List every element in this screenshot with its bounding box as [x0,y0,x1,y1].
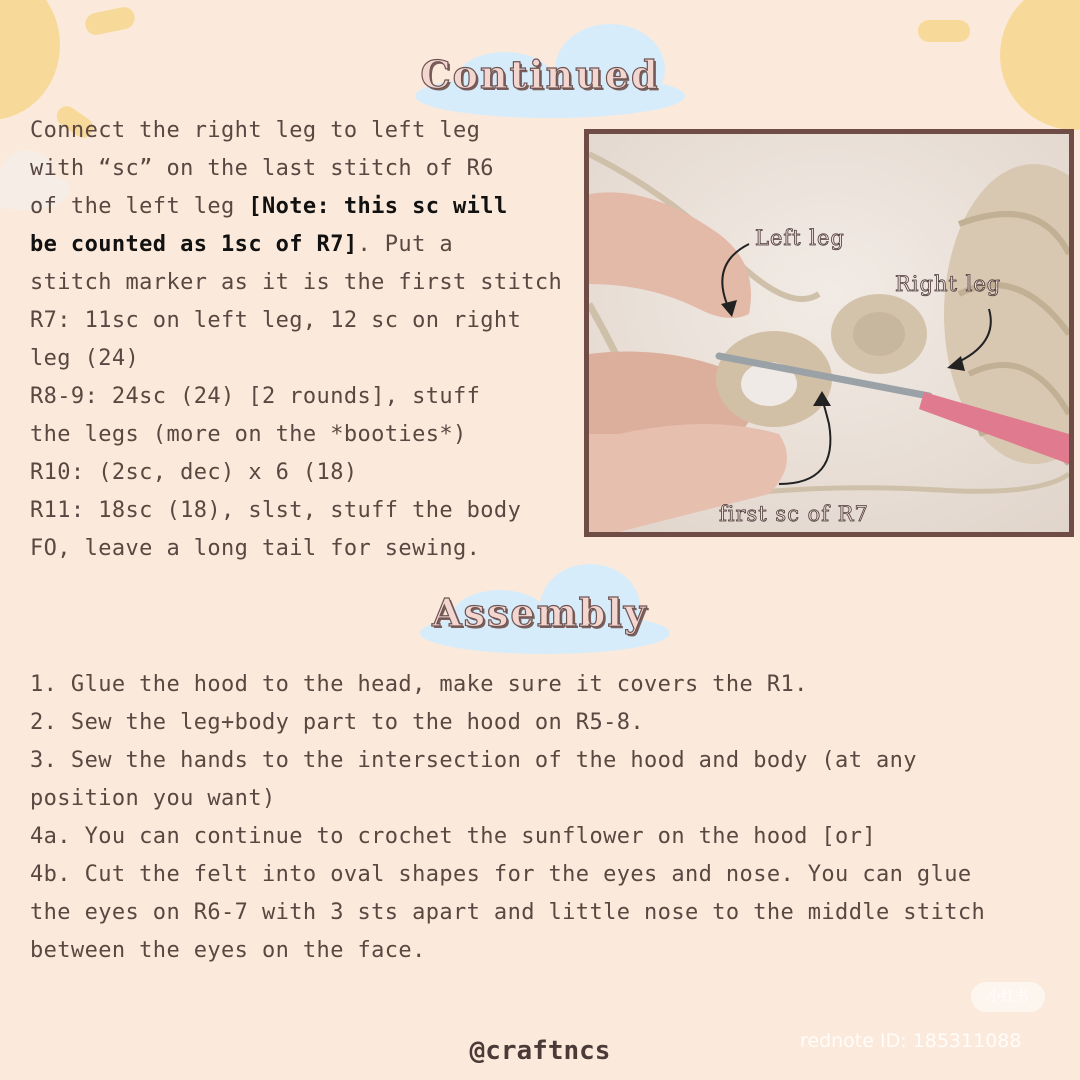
instruction-line: R11: 18sc (18), slst, stuff the body [30,498,522,523]
step-line: position you want) [30,786,276,811]
step-line: 1. Glue the hood to the head, make sure it covers the R1. [30,672,808,697]
step-line: 4b. Cut the felt into oval shapes for the eyes and nose. You can glue [30,862,972,887]
instruction-line: be counted as 1sc of R7]. Put a [30,232,454,257]
instruction-line: the legs (more on the *booties*) [30,422,467,447]
pattern-instructions [30,112,570,568]
label-left-leg: Left leg [755,226,845,250]
step-line: the eyes on R6-7 with 3 sts apart and little nose to the middle stitch [30,900,986,925]
instruction-line: Connect the right leg to left leg [30,118,481,143]
step-line: 3. Sew the hands to the intersection of the hood and body (at any [30,748,917,773]
sun-ray-decoration [83,5,136,37]
note-text: [Note: this sc will [248,194,508,219]
instruction-line: leg (24) [30,346,140,371]
note-text: be counted as 1sc of R7] [30,232,358,257]
watermark-badge: 小红书 [971,982,1045,1012]
step-line: 4a. You can continue to crochet the sunflower on the hood [or] [30,824,876,849]
instruction-line: with “sc” on the last stitch of R6 [30,156,494,181]
instruction-line: R10: (2sc, dec) x 6 (18) [30,460,358,485]
section-title-assembly: Assembly [432,590,648,635]
assembly-steps [30,666,1050,970]
sun-ray-decoration [918,20,970,42]
instruction-line: stitch marker as it is the first stitch [30,270,563,295]
instruction-line: of the left leg [Note: this sc will [30,194,508,219]
label-right-leg: Right leg [895,272,1002,296]
section-title-continued: Continued [420,52,660,97]
crochet-photo-illustration [589,134,1069,532]
watermark-id: rednote ID: 185311088 [800,1030,1022,1052]
crochet-photo [584,129,1074,537]
step-line: between the eyes on the face. [30,938,426,963]
instruction-line: R7: 11sc on left leg, 12 sc on right [30,308,522,333]
instruction-line: R8-9: 24sc (24) [2 rounds], stuff [30,384,481,409]
label-first-sc: first sc of R7 [719,502,869,526]
instruction-line: FO, leave a long tail for sewing. [30,536,481,561]
step-line: 2. Sew the leg+body part to the hood on R5-8. [30,710,645,735]
author-handle: @craftncs [469,1036,611,1066]
